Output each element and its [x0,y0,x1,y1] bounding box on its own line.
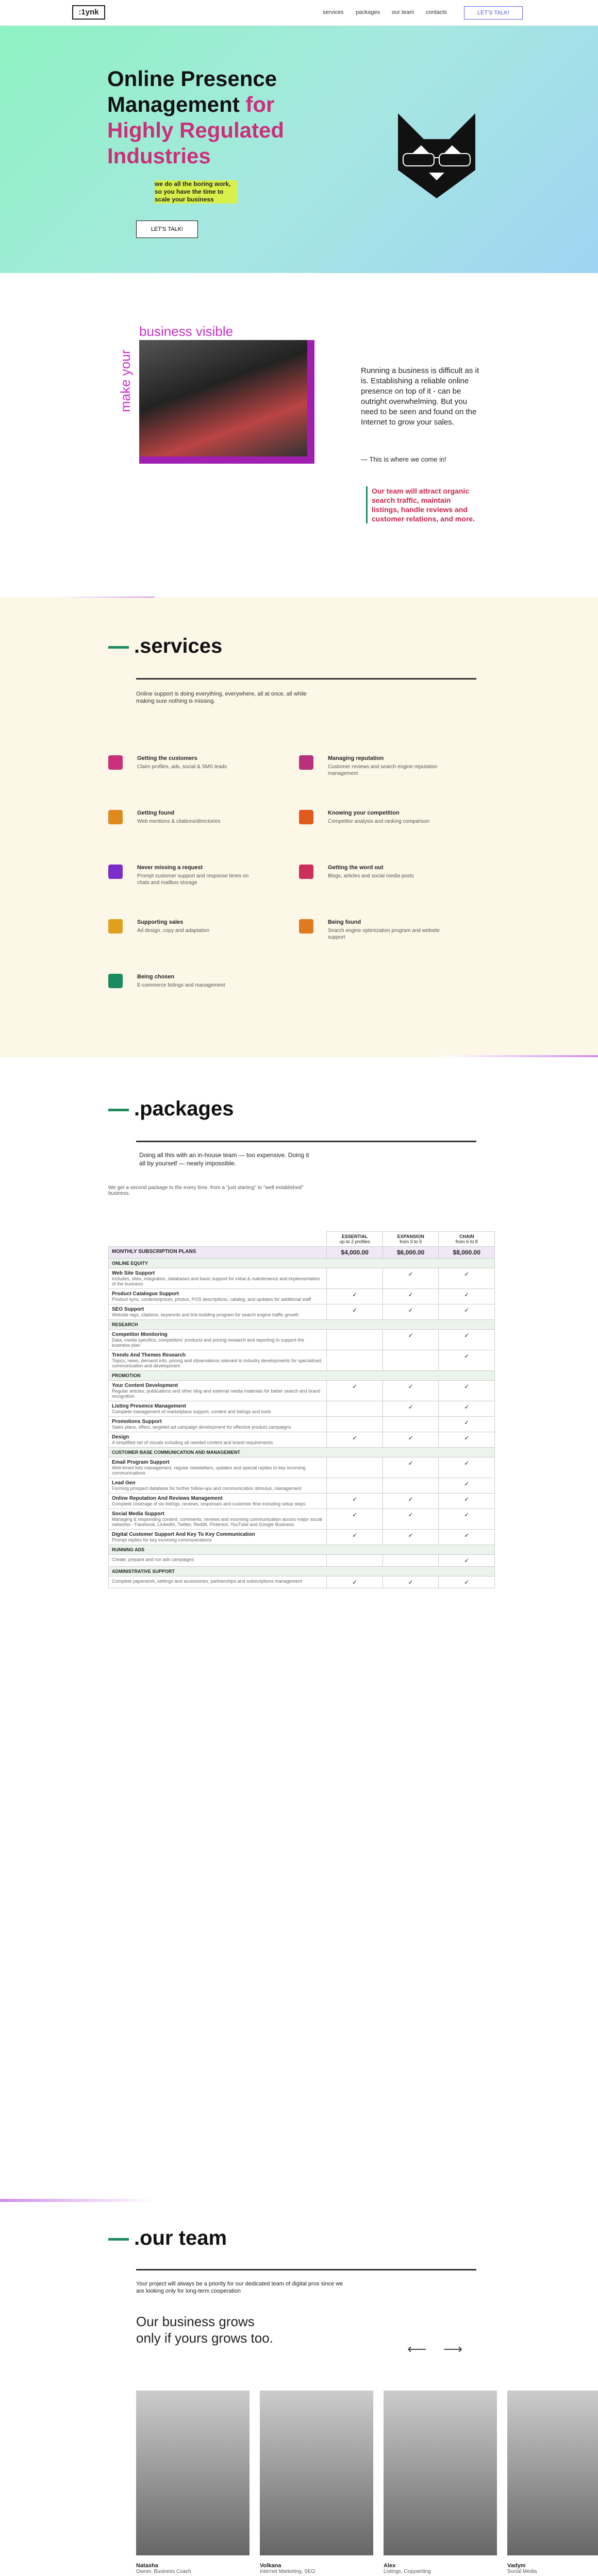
services-intro: Online support is doing everything, everywhere, all at once, all while making sure nothing is missing. [136,691,307,704]
check-icon: ✓ [383,1577,439,1588]
feature-row: Complete paperwork, settings and accessories, partnerships and subscriptions management ✓ ✓ ✓ [109,1577,495,1588]
feature-row: Create, prepare and run ads campaigns ✓ [109,1555,495,1567]
category-row: ADMINISTRATIVE SUPPORT [109,1567,495,1577]
empty-cell [327,1478,383,1494]
service-icon [108,755,123,770]
hero-title: Online Presence Management for Highly Regulated Industries [107,66,285,168]
check-icon: ✓ [327,1289,383,1304]
service-title: Getting found [137,810,175,816]
category-row: CUSTOMER BASE COMMUNICATION AND MANAGEMENT [109,1448,495,1458]
check-icon: ✓ [383,1330,439,1350]
check-icon: ✓ [439,1577,495,1588]
intro-text: Running a business is difficult as it is. Establishing a reliable online presence on top of it - can be outright overwhelming. But you need to be seen and found on the Internet to grow your sales. [361,366,479,427]
member-photo [136,2391,250,2555]
nav-link-packages[interactable]: packages [356,9,380,15]
feature-row: Design A simplified set of visuals including all needed content and brand requirements ✓ ✓ ✓ [109,1432,495,1448]
service-desc: Customer reviews and search engine reputation management [328,764,438,776]
divider [136,1141,476,1142]
packages-table [108,1231,495,1588]
prev-arrow-icon[interactable]: ⟵ [407,2341,427,2357]
column-header: EXPANSION from 3 to 5 [383,1232,439,1247]
feature-row: Competitor Monitoring Data, media specifics, competitors' products and pricing research and reporting to support the business plan ✓ ✓ [109,1330,495,1350]
section-heading: business visible [139,324,234,339]
empty-cell [327,1458,383,1478]
empty-cell [383,1555,439,1567]
category-row: RESEARCH [109,1320,495,1330]
cat-mascot-icon [388,108,486,201]
empty-cell [327,1555,383,1567]
hero-tagline: we do all the boring work, so you have the time to scale your business [155,180,237,204]
member-role: Listings, Copywriting [384,2569,431,2574]
empty-cell [327,1350,383,1371]
check-icon: ✓ [327,1304,383,1320]
check-icon: ✓ [327,1494,383,1509]
service-title: Being chosen [137,974,175,980]
check-icon: ✓ [383,1530,439,1545]
service-desc: Competitor analysis and ranking comparison [328,819,430,824]
divider [136,2269,476,2270]
check-icon: ✓ [439,1401,495,1417]
feature-row: Social Media Support Managing & responding content, comments, reviews and incoming communication across major social networks - Facebook, LinkedIn, Twitter, Reddit, Pinterest, YouTube and Google Business ✓ ✓ ✓ [109,1509,495,1530]
feature-row: Web Site Support Includes, sites, integration, databases and basic support for initial & maintenance and implementation of the business ✓ ✓ [109,1268,495,1289]
nav-link-our-team[interactable]: our team [392,9,414,15]
check-icon: ✓ [439,1530,495,1545]
check-icon: ✓ [439,1494,495,1509]
category-row: ONLINE EQUITY [109,1259,495,1268]
check-icon: ✓ [439,1350,495,1371]
service-title: Never missing a request [137,865,203,871]
check-icon: ✓ [383,1432,439,1448]
service-icon [299,755,313,770]
check-icon: ✓ [383,1509,439,1530]
service-title: Managing reputation [328,755,384,761]
service-desc: Claim profiles, ads, social & SMS leads [137,764,227,770]
check-icon: ✓ [439,1417,495,1432]
member-name: Natasha [136,2563,158,2569]
column-header: ESSENTIAL up to 2 profiles [327,1232,383,1247]
team-slogan: Our business grows only if yours grows too. [136,2314,273,2346]
service-title: Being found [328,919,361,925]
section-heading-vertical: make your [118,349,133,412]
logo[interactable]: :1ynk [72,5,105,20]
check-icon: ✓ [327,1509,383,1530]
member-name: Alex [384,2563,396,2569]
service-desc: Web mentions & citations/directories [137,819,221,824]
service-title: Getting the customers [137,755,197,761]
check-icon: ✓ [383,1289,439,1304]
check-icon: ✓ [383,1494,439,1509]
service-title: Getting the word out [328,865,384,871]
feature-row: Promotions Support Sales plans, offers, targeted ad campaign development for effective product campaigns ✓ [109,1417,495,1432]
check-icon: ✓ [327,1381,383,1401]
member-role: Owner, Business Coach [136,2569,191,2574]
service-desc: Blogs, articles and social media posts [328,873,414,879]
divider [0,2199,155,2202]
service-desc: Ad design, copy and adaptation [137,928,210,934]
service-icon [108,810,123,824]
service-icon [108,865,123,879]
feature-row: Trends And Themes Research Topics, news, demand info, pricing and observations relevant to industry developments for specialized communication and development ✓ [109,1350,495,1371]
empty-cell [327,1268,383,1289]
member-role: Social Media [507,2569,537,2574]
check-icon: ✓ [439,1289,495,1304]
member-name: Volkana [260,2563,281,2569]
nav-link-contacts[interactable]: contacts [426,9,447,15]
empty-cell [327,1401,383,1417]
service-icon [108,919,123,934]
feature-row: Your Content Development Regular articles, publications and other blog and external media materials for better search and brand recognition ✓ ✓ ✓ [109,1381,495,1401]
service-icon [299,810,313,824]
feature-row: Digital Customer Support And Key To Key Communication Prompt replies for key incoming communications ✓ ✓ ✓ [109,1530,495,1545]
service-icon [299,865,313,879]
column-header: CHAIN from 6 to 8 [439,1232,495,1247]
hero-photo [139,340,314,464]
lets-talk-button[interactable]: LET'S TALK! [464,6,523,20]
empty-cell [383,1350,439,1371]
feature-row: Product Catalogue Support Product sync, contents/prices, photos, POS descriptions, catalog, and updates for additional staff ✓ ✓ ✓ [109,1289,495,1304]
check-icon: ✓ [327,1530,383,1545]
service-desc: Search engine optimization program and website support [328,928,440,940]
feature-row: Email Program Support Well-timed lists management, regular newsletters, updates and special replies to key incoming communications ✓ ✓ [109,1458,495,1478]
empty-cell [327,1330,383,1350]
service-title: Supporting sales [137,919,184,925]
top-nav [0,0,598,26]
packages-intro-2: We get a second package to the every time. from a "just starting" to "well established" business. [108,1185,304,1196]
price-row: MONTHLY SUBSCRIPTION PLANS $4,000.00 $6,000.00 $8,000.00 [109,1247,495,1259]
service-desc: E-commerce listings and management [137,982,225,988]
check-icon: ✓ [383,1268,439,1289]
check-icon: ✓ [383,1304,439,1320]
packages-section [0,1057,598,2201]
team-member [260,2391,373,2576]
quote-text: — This is where we come in! [361,455,446,463]
empty-cell [383,1478,439,1494]
check-icon: ✓ [439,1509,495,1530]
member-photo [384,2391,497,2555]
check-icon: ✓ [439,1381,495,1401]
check-icon: ✓ [439,1304,495,1320]
hero-lets-talk-button[interactable]: LET'S TALK! [136,221,198,238]
service-title: Knowing your competition [328,810,400,816]
check-icon: ✓ [327,1577,383,1588]
service-desc: Prompt customer support and response times on chats and mailbox storage [137,873,249,886]
check-icon: ✓ [383,1381,439,1401]
divider [136,678,476,680]
check-icon: ✓ [439,1478,495,1494]
check-icon: ✓ [327,1432,383,1448]
member-name: Vadym [507,2563,526,2569]
feature-row: Listing Presence Management Complete management of marketplace support, content and listings and tools ✓ ✓ [109,1401,495,1417]
check-icon: ✓ [439,1555,495,1567]
nav-link-services[interactable]: services [323,9,344,15]
feature-row: SEO Support Website tags, citations, keywords and link-building program for search engine traffic growth ✓ ✓ ✓ [109,1304,495,1320]
team-title: .our team [108,2227,227,2250]
team-member [136,2391,250,2576]
check-icon: ✓ [383,1458,439,1478]
category-row: RUNNING ADS [109,1545,495,1555]
promise-text: Our team will attract organic search traffic, maintain listings, handle reviews and customer relations, and more. [366,486,479,523]
hero [0,26,598,273]
check-icon: ✓ [439,1330,495,1350]
service-icon [108,974,123,988]
service-icon [299,919,313,934]
services-section [0,598,598,1057]
check-icon: ✓ [439,1268,495,1289]
check-icon: ✓ [383,1401,439,1417]
next-arrow-icon[interactable]: ⟶ [443,2341,463,2357]
feature-row: Lead Gen Forming prospect database for further follow-ups and communication stimulus, management ✓ [109,1478,495,1494]
packages-intro: Doing all this with an in-house team — too expensive. Doing it all by yourself — nearly impossible. [139,1151,309,1167]
empty-cell [383,1417,439,1432]
member-photo [507,2391,598,2555]
packages-title: .packages [108,1097,234,1121]
member-role: Internet Marketing, SEO [260,2569,315,2574]
services-title: .services [108,635,222,658]
empty-cell [327,1417,383,1432]
member-photo [260,2391,373,2555]
check-icon: ✓ [439,1432,495,1448]
category-row: PROMOTION [109,1371,495,1381]
feature-row: Online Reputation And Reviews Management Complete coverage of six listings, reviews, responses and customer flow including setup steps ✓ ✓ ✓ [109,1494,495,1509]
team-member [384,2391,497,2576]
team-intro: Your project will always be a priority for our dedicated team of digital pros since we are looking only for long-term cooperation [136,2281,343,2294]
check-icon: ✓ [439,1458,495,1478]
team-member [507,2391,598,2576]
